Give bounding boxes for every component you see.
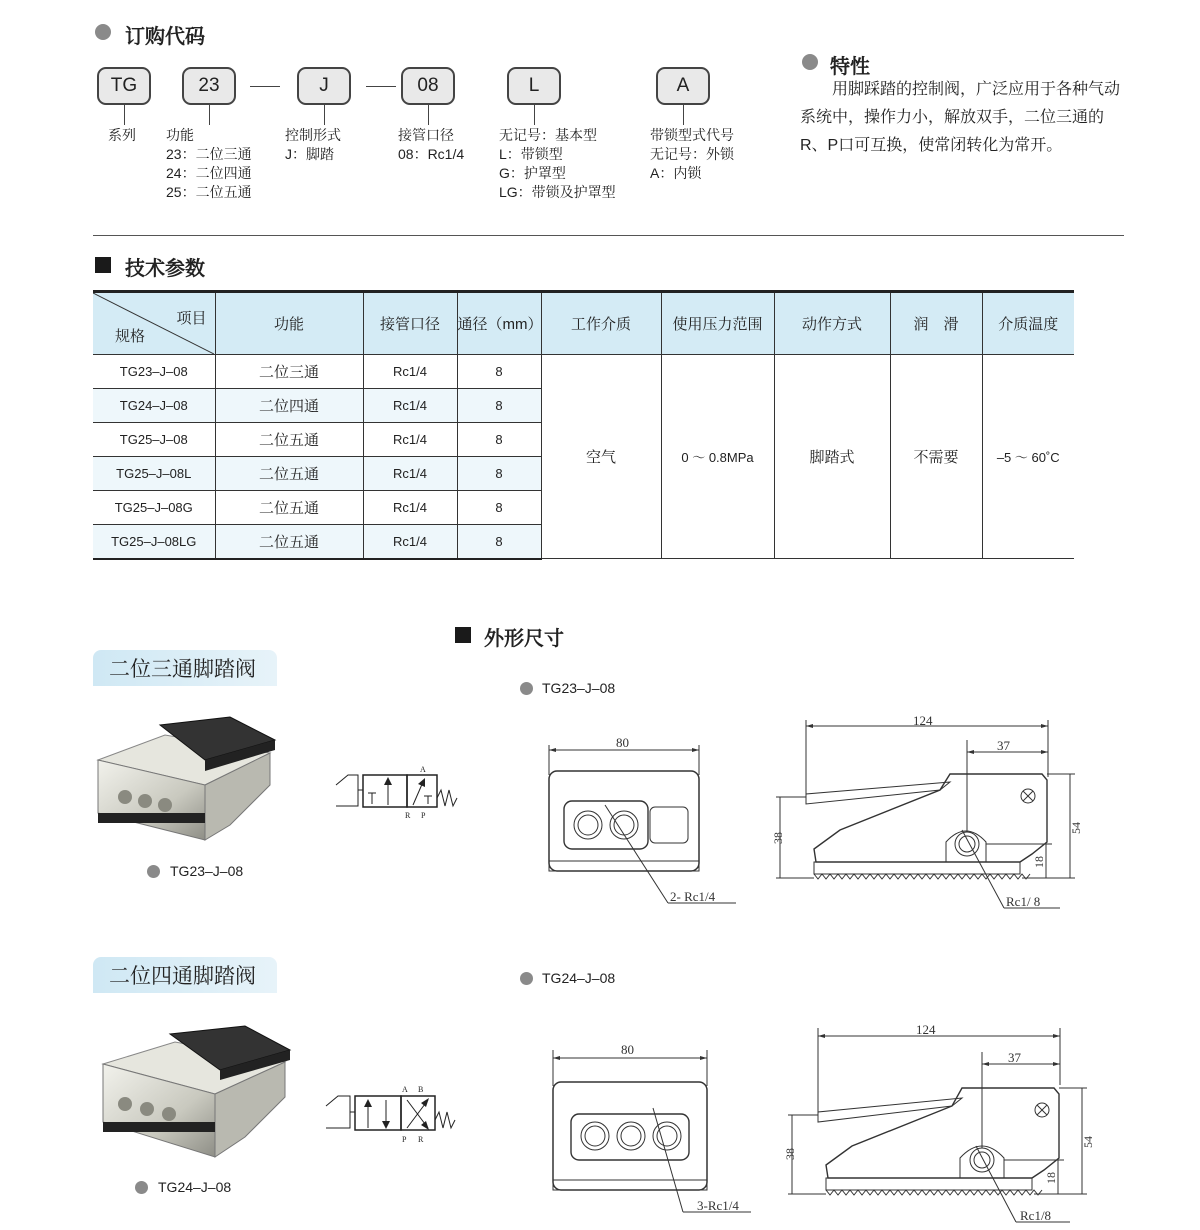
- bore-cell: 8: [457, 355, 541, 389]
- series-label: 系列: [108, 127, 136, 143]
- length-dimension: 124: [913, 713, 933, 728]
- drawing-caption: TG23–J–08: [542, 680, 616, 696]
- code-box-port: 08: [401, 67, 455, 105]
- valve-symbol-4way: [322, 1082, 462, 1152]
- code-dash: [366, 86, 396, 87]
- model-cell: TG25–J–08: [93, 423, 215, 457]
- bullet-icon: [95, 24, 111, 40]
- table-row: [93, 355, 1074, 389]
- valve-symbol-3way: [330, 760, 460, 830]
- offset-dimension: 37: [997, 738, 1010, 753]
- port-cell: Rc1/4: [363, 423, 457, 457]
- lube-cell: 不需要: [890, 355, 982, 559]
- model-cell: TG25–J–08LG: [93, 525, 215, 559]
- bore-cell: 8: [457, 457, 541, 491]
- valve-photo-4way: [95, 1022, 295, 1172]
- code-box-series: TG: [97, 67, 151, 105]
- bore-cell: 8: [457, 491, 541, 525]
- temp-cell: –5 ～ 60˚C: [982, 355, 1074, 559]
- port-cell: Rc1/4: [363, 457, 457, 491]
- code-box-type: L: [507, 67, 561, 105]
- header-cell: 动作方式: [774, 292, 890, 355]
- spec-table: [93, 290, 1074, 560]
- leader-line: [428, 105, 429, 125]
- model-cell: TG25–J–08G: [93, 491, 215, 525]
- height1-dimension: 38: [783, 1148, 797, 1160]
- bore-cell: 8: [457, 389, 541, 423]
- header-cell: 润 滑: [890, 292, 982, 355]
- lock-label: 带锁型式代号 无记号：外锁 A：内锁: [650, 127, 734, 181]
- bullet-icon: [147, 865, 160, 878]
- leader-line: [209, 105, 210, 125]
- header-cell: 通径（mm）: [457, 292, 541, 355]
- bore-cell: 8: [457, 423, 541, 457]
- bullet-icon: [520, 682, 533, 695]
- port-a-label: A: [402, 1085, 408, 1094]
- model-cell: TG24–J–08: [93, 389, 215, 423]
- bullet-icon: [802, 54, 818, 70]
- bullet-icon: [135, 1181, 148, 1194]
- function-cell: 二位五通: [215, 423, 363, 457]
- port-p-label: P: [421, 811, 426, 820]
- function-cell: 二位三通: [215, 355, 363, 389]
- tech-heading: 技术参数: [125, 258, 205, 280]
- height3-dimension: 18: [1032, 856, 1046, 868]
- pressure-cell: 0 ～ 0.8MPa: [661, 355, 774, 559]
- length-dimension: 124: [916, 1022, 936, 1037]
- features-text: 用脚踩踏的控制阀，广泛应用于各种气动系统中，操作力小，解放双手，二位三通的R、P口可互换，使常闭转化为常开。: [800, 81, 1121, 154]
- ports-dimension: 3-Rc1/4: [697, 1198, 739, 1213]
- function-cell: 二位五通: [215, 457, 363, 491]
- section-divider: [93, 235, 1124, 236]
- port-r-label: R: [405, 811, 411, 820]
- valve-photo-3way: [90, 715, 280, 855]
- leader-line: [324, 105, 325, 125]
- leader-line: [534, 105, 535, 125]
- front-view-drawing-2: [543, 1040, 753, 1220]
- front-view-drawing-1: [540, 735, 750, 910]
- bullet-icon: [520, 972, 533, 985]
- header-cell: 介质温度: [982, 292, 1074, 355]
- photo-caption: TG23–J–08: [170, 863, 244, 879]
- code-box-lock: A: [656, 67, 710, 105]
- action-cell: 脚踏式: [774, 355, 890, 559]
- heading-square-icon: [455, 627, 471, 643]
- code-dash: [250, 86, 280, 87]
- port-cell: Rc1/4: [363, 355, 457, 389]
- port-cell: Rc1/4: [363, 525, 457, 559]
- port-dimension: Rc1/8: [1020, 1208, 1052, 1223]
- port-label: 接管口径 08：Rc1/4: [398, 127, 465, 162]
- port-cell: Rc1/4: [363, 491, 457, 525]
- width-dimension: 80: [621, 1042, 634, 1057]
- corner-header-cell: [93, 292, 215, 355]
- header-cell: 工作介质: [541, 292, 661, 355]
- section-banner: 二位四通脚踏阀: [93, 957, 277, 993]
- photo-caption: TG24–J–08: [158, 1179, 232, 1195]
- function-cell: 二位四通: [215, 389, 363, 423]
- side-view-drawing-2: [780, 1020, 1100, 1228]
- header-cell: 使用压力范围: [661, 292, 774, 355]
- function-cell: 二位五通: [215, 525, 363, 559]
- control-label: 控制形式 J：脚踏: [285, 127, 341, 162]
- ports-dimension: 2- Rc1/4: [670, 889, 716, 904]
- port-b-label: B: [418, 1085, 424, 1094]
- port-dimension: Rc1/ 8: [1006, 894, 1041, 909]
- height2-dimension: 54: [1069, 822, 1083, 834]
- section-banner: 二位三通脚踏阀: [93, 650, 277, 686]
- model-cell: TG25–J–08L: [93, 457, 215, 491]
- port-p-label: P: [402, 1135, 407, 1144]
- port-cell: Rc1/4: [363, 389, 457, 423]
- drawing-caption: TG24–J–08: [542, 970, 616, 986]
- corner-bottom-label: 规格: [115, 328, 146, 345]
- model-cell: TG23–J–08: [93, 355, 215, 389]
- function-label: 功能 23：二位三通 24：二位四通 25：二位五通: [166, 127, 252, 200]
- corner-top-label: 项目: [176, 310, 207, 327]
- side-view-drawing-1: [770, 712, 1090, 917]
- bore-cell: 8: [457, 525, 541, 559]
- header-cell: 功能: [215, 292, 363, 355]
- medium-cell: 空气: [541, 355, 661, 559]
- width-dimension: 80: [616, 735, 629, 750]
- leader-line: [124, 105, 125, 125]
- height3-dimension: 18: [1044, 1172, 1058, 1184]
- port-a-label: A: [420, 765, 426, 774]
- features-heading: 特性: [830, 56, 870, 78]
- leader-line: [683, 105, 684, 125]
- offset-dimension: 37: [1008, 1050, 1021, 1065]
- type-label: 无记号：基本型 L：带锁型 G：护罩型 LG：带锁及护罩型: [499, 127, 616, 200]
- height2-dimension: 54: [1081, 1136, 1095, 1148]
- height1-dimension: 38: [771, 832, 785, 844]
- function-cell: 二位五通: [215, 491, 363, 525]
- code-box-function: 23: [182, 67, 236, 105]
- order-code-heading: 订购代码: [125, 26, 205, 48]
- code-box-control: J: [297, 67, 351, 105]
- header-cell: 接管口径: [363, 292, 457, 355]
- port-r-label: R: [418, 1135, 424, 1144]
- dims-heading: 外形尺寸: [484, 628, 564, 650]
- heading-square-icon: [95, 257, 111, 273]
